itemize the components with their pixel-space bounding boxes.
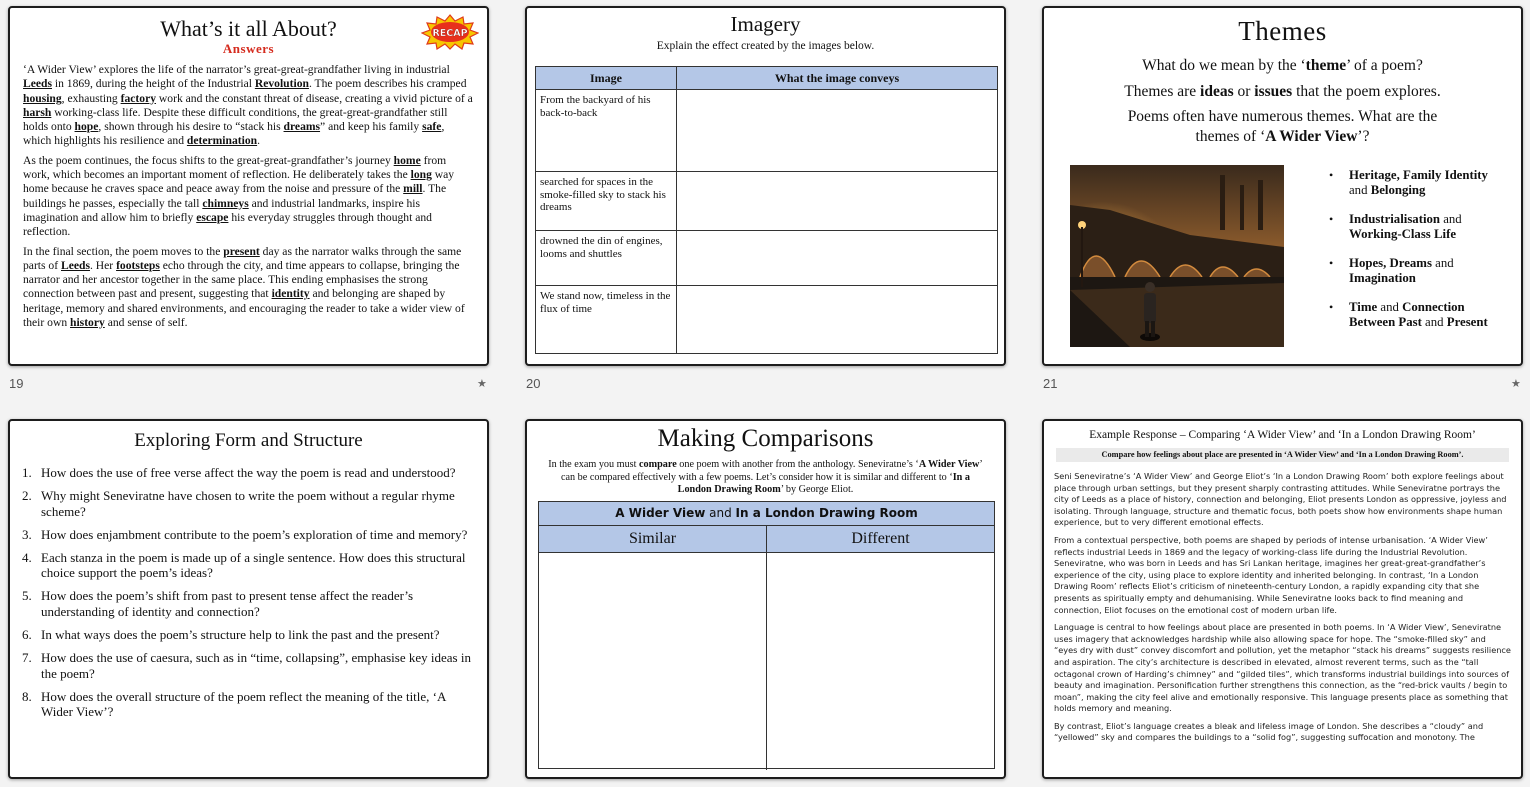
slide-number: 19	[9, 376, 24, 391]
comparison-table-title: A Wider View and In a London Drawing Room	[539, 502, 994, 526]
themes-list	[1327, 168, 1507, 344]
slide-title: Themes	[1238, 16, 1327, 46]
response-cell	[677, 286, 998, 354]
question-list	[22, 465, 473, 727]
key-word: factory	[120, 91, 157, 105]
image-quote: searched for spaces in the smoke-filled sky to stack his dreams	[536, 172, 677, 231]
table-row	[536, 90, 998, 172]
example-response-text	[1054, 471, 1511, 750]
slide-title: What’s it all About?	[160, 16, 337, 41]
themes-prompt: Poems often have numerous themes. What are the themes of ‘A Wider View’?	[1127, 108, 1438, 145]
comparison-table	[538, 501, 995, 769]
response-cell	[677, 90, 998, 172]
slide-22-thumbnail[interactable]	[8, 419, 489, 779]
column-different: Different	[851, 530, 910, 547]
response-paragraph: Seni Seneviratne’s ‘A Wider View’ and George Eliot’s ‘In a London Drawing Room’ both explore feelings about place through urban settings, but they present sharply contrasting attitudes. While Seneviratne portrays the city of Leeds as a place of history, connection and belonging, Eliot presents London as oppressive, joyless and isolating. Through language, structure and thematic focus, both poets show how environments shape human experience, but to very different emotional effects.	[1054, 471, 1507, 528]
question-item: 2. Why might Seneviratne have chosen to write the poem without a regular rhyme scheme?	[22, 488, 455, 519]
key-word: mill	[403, 182, 423, 196]
summary-paragraph: In the final section, the poem moves to the present day as the narrator walks through the same parts of Leeds. Her footsteps echo through the city, and time appears to collapse, bringing the narrator and her ancestor together in the same place. This ending emphasises the strong connection between past and present, suggesting that identity and belonging are shaped by heritage, memory and shared environments, and encouraging the reader to take a wider view of their own history and sense of self.	[23, 244, 465, 330]
image-quote: drowned the din of engines, looms and shuttles	[536, 231, 677, 286]
response-cell	[677, 231, 998, 286]
image-quote: From the backyard of his back-to-back	[536, 90, 677, 172]
theme-item: • Time and Connection Between Past and Present	[1327, 300, 1507, 330]
question-item: 8. How does the overall structure of the poem reflect the meaning of the title, ‘A Wider View’?	[22, 688, 446, 720]
theme-definition: Themes are ideas or issues that the poem explores.	[1124, 83, 1441, 100]
key-word: determination	[186, 134, 258, 148]
question-item: 6. In what ways does the poem’s structure help to link the past and the present?	[22, 626, 440, 642]
slide-23-thumbnail[interactable]	[525, 419, 1006, 779]
key-word: identity	[271, 287, 310, 301]
slide-intro: In the exam you must compare one poem with another from the anthology. Seneviratne’s ‘A Wider View’ can be compared effectively with a few poems. Let’s consider how it is similar and different to ‘In a London Drawing Room’ by George Eliot.	[548, 459, 983, 495]
slide-21-thumbnail[interactable]	[1042, 6, 1523, 366]
slide-number: 20	[526, 376, 541, 391]
table-row	[536, 172, 998, 231]
slide-title: Exploring Form and Structure	[134, 430, 363, 451]
key-word: housing	[23, 91, 62, 105]
summary-paragraph: ‘A Wider View’ explores the life of the narrator’s great-great-grandfather living in industrial Leeds in 1869, during the height of the Industrial Revolution. The poem describes his cramped housing, exhausting factory work and the constant threat of disease, creating a vivid picture of a harsh working-class life. Despite these difficult conditions, the great-great-grandfather still holds onto hope, shown through his desire to “stack his dreams” and keep his family safe, which highlights his resilience and determination.	[23, 63, 473, 148]
response-paragraph: Language is central to how feelings about place are presented in both poems. In ‘A Wider View’, Seneviratne uses imagery that acknowledges hardship while also allowing space for hope. The “smoke-filled sky” and “eyes dry with dust” convey discomfort and pollution, yet the metaphor “stack his dreams” suggests resilience and aspiration. The city’s architecture is described in elevated, almost reverent terms, such as the “tall octagonal crown of Harding’s chimney” and “gilded tiles”, which transforms industrial buildings into sources of beauty and imagination. Personification further strengthens this connection, as the “red-brick vaults / begin to moan”, making the city feel alive and emotionally responsive. This language presents place as something that holds memory and meaning.	[1054, 622, 1511, 714]
different-cell	[767, 553, 994, 770]
response-cell	[677, 172, 998, 231]
table-header-image: Image	[536, 67, 677, 90]
recap-badge	[421, 14, 479, 50]
slide-subtitle: Answers	[222, 41, 275, 56]
slide-24-thumbnail[interactable]	[1042, 419, 1523, 779]
response-paragraph: From a contextual perspective, both poems are shaped by periods of intense urbanisation. ‘A Wider View’ reflects industrial Leeds in 1869 and the legacy of working-class life during the Industrial Revolution. Seneviratne, who was born in Leeds and has Sri Lankan heritage, imagines her great-great-grandfather’s experience of the city, using place to explore identity and inherited belonging. In contrast, ‘In a London Drawing Room’ reflects Eliot’s criticism of nineteenth-century London, a rapidly expanding city that she presents as spiritually empty and dehumanising. While Seneviratne looks back to find meaning and connection, Eliot focuses on the emotional cost of modern urban life.	[1054, 534, 1488, 615]
key-word: harsh	[23, 105, 52, 119]
column-similar: Similar	[539, 526, 767, 552]
summary-text	[23, 63, 475, 335]
slide-20-thumbnail[interactable]	[525, 6, 1006, 366]
key-word: history	[70, 316, 105, 330]
summary-paragraph: As the poem continues, the focus shifts to the great-great-grandfather’s journey home from work, which becomes an important moment of reflection. He deliberately takes the long way home because he craves space and peace away from the noise and pressure of the mill. The buildings he passes, especially the tall chimneys and industrial landmarks, inspire his imagination and allow him to briefly escape his everyday struggles through thought and reflection.	[23, 153, 455, 239]
key-word: chimneys	[202, 196, 249, 210]
table-header-conveys: What the image conveys	[677, 67, 998, 90]
imagery-table	[535, 66, 998, 354]
slide-title: Making Comparisons	[657, 425, 874, 452]
key-word: present	[223, 244, 260, 258]
key-word: footsteps	[116, 258, 160, 272]
key-word: dreams	[283, 120, 321, 134]
key-word: hope	[74, 120, 99, 134]
star-icon[interactable]: ★	[1511, 377, 1521, 390]
slide-number: 21	[1043, 376, 1058, 391]
question-item: 4. Each stanza in the poem is made up of a single sentence. How does this structural choice support the poem’s ideas?	[22, 549, 466, 581]
industrial-city-photo	[1070, 165, 1284, 347]
slide-19-thumbnail[interactable]	[8, 6, 489, 366]
key-word: long	[410, 168, 432, 182]
key-word: Revolution	[254, 77, 309, 91]
question-item: 1. How does the use of free verse affect the way the poem is read and understood?	[22, 465, 456, 480]
theme-item: • Hopes, Dreams and Imagination	[1327, 256, 1507, 286]
key-word: Leeds	[23, 77, 52, 91]
slide-instruction: Explain the effect created by the images below.	[656, 40, 875, 52]
recap-badge-label: RECAP	[432, 28, 468, 39]
key-word: home	[393, 153, 421, 167]
image-quote: We stand now, timeless in the flux of time	[536, 286, 677, 354]
similar-cell	[539, 553, 767, 770]
table-row	[536, 231, 998, 286]
star-icon[interactable]: ★	[477, 377, 487, 390]
key-word: Leeds	[61, 258, 90, 272]
question-item: 5. How does the poem’s shift from past to present tense affect the reader’s understanding of identity and connection?	[22, 588, 414, 619]
question-item: 7. How does the use of caesura, such as in “time, collapsing”, emphasise key ideas in the poem?	[22, 650, 471, 681]
question-item: 3. How does enjambment contribute to the poem’s exploration of time and memory?	[22, 526, 468, 542]
slide-title: Example Response – Comparing ‘A Wider View’ and ‘In a London Drawing Room’	[1089, 429, 1476, 441]
key-word: safe	[422, 120, 442, 134]
theme-question: What do we mean by the ‘theme’ of a poem?	[1142, 57, 1423, 74]
theme-item: • Industrialisation and Working-Class Life	[1327, 212, 1507, 242]
key-word: escape	[196, 210, 229, 224]
slide-title: Imagery	[730, 12, 801, 36]
response-paragraph: By contrast, Eliot’s language creates a bleak and lifeless image of London. She describes a “cloudy” and “yellowed” sky and compares the buildings to a “solid fog”, suggesting suffocation and monotony. The	[1054, 720, 1484, 743]
theme-item: • Heritage, Family Identity and Belonging	[1327, 168, 1507, 198]
table-row	[536, 286, 998, 354]
essay-prompt: Compare how feelings about place are presented in ‘A Wider View’ and ‘In a London Drawing Room’.	[1056, 448, 1509, 462]
